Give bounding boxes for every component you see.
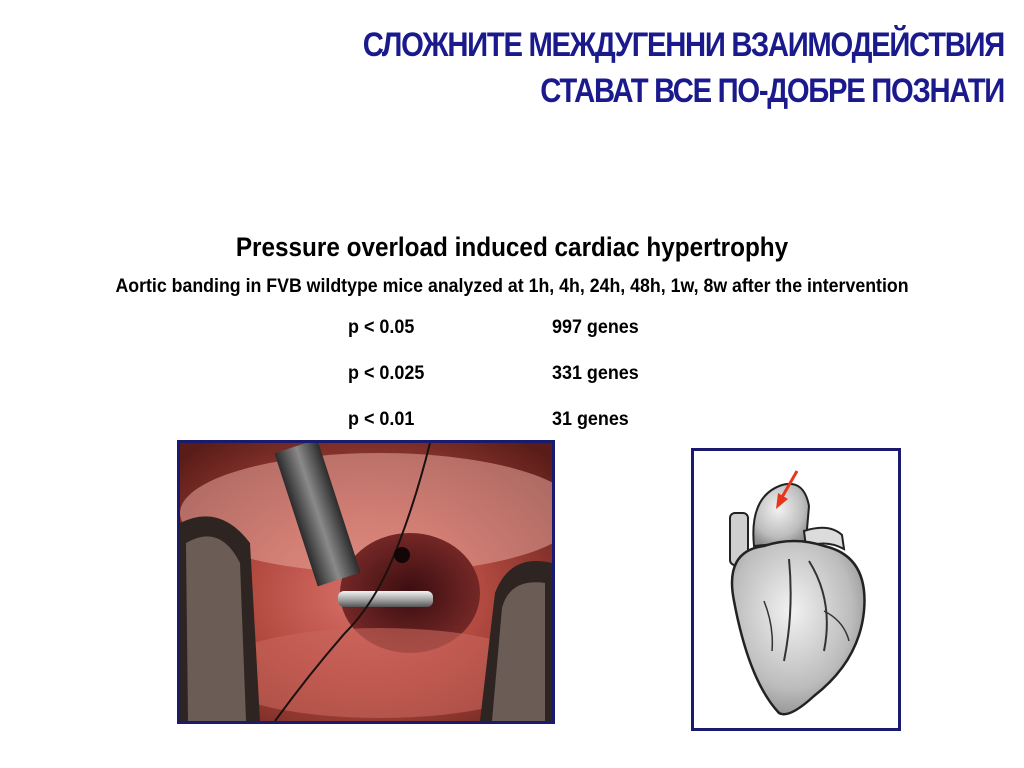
heart-sketch-icon bbox=[694, 451, 898, 728]
title-line-2: СТАВАТ ВСЕ ПО-ДОБРЕ ПОЗНАТИ bbox=[540, 72, 1004, 110]
p-value-threshold: p < 0.01 bbox=[348, 408, 415, 430]
heart-diagram bbox=[691, 448, 901, 731]
gene-count: 331 genes bbox=[552, 362, 639, 384]
slide-title bbox=[350, 22, 1004, 114]
title-line-1: СЛОЖНИТЕ МЕЖДУГЕННИ ВЗАИМОДЕЙСТВИЯ bbox=[362, 26, 1005, 64]
p-value-threshold: p < 0.025 bbox=[348, 362, 425, 384]
gene-count: 31 genes bbox=[552, 408, 629, 430]
subtitle-heading: Pressure overload induced cardiac hypertrophy bbox=[235, 232, 789, 262]
subtitle-description: Aortic banding in FVB wildtype mice analyzed at 1h, 4h, 24h, 48h, 1w, 8w after the intervention bbox=[115, 275, 909, 297]
surgical-photo-graphic bbox=[180, 443, 552, 721]
gene-count: 997 genes bbox=[552, 316, 639, 338]
surgical-photo bbox=[177, 440, 555, 724]
p-value-threshold: p < 0.05 bbox=[348, 316, 415, 338]
